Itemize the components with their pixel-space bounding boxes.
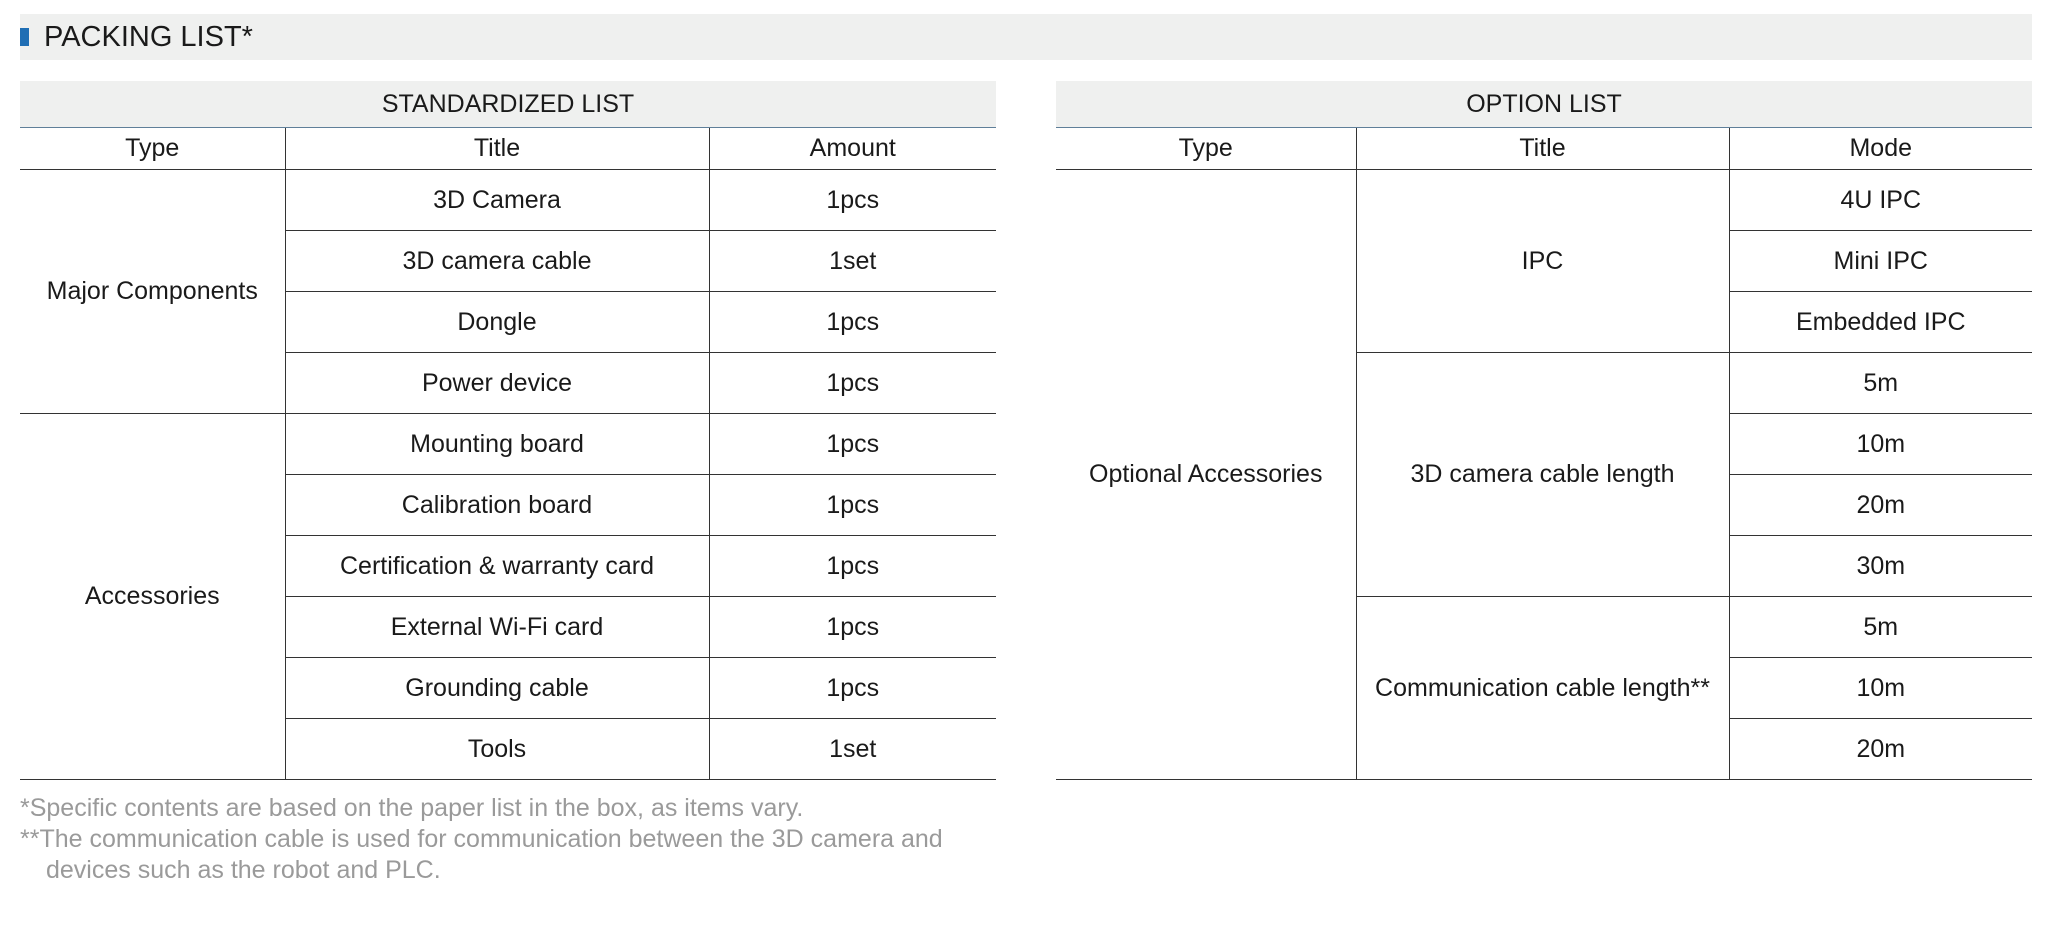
mode-cell: 10m: [1729, 658, 2032, 719]
mode-cell: 5m: [1729, 597, 2032, 658]
page-title: PACKING LIST*: [44, 21, 253, 53]
standardized-list-caption: STANDARDIZED LIST: [20, 81, 996, 128]
column-header-mode: Mode: [1729, 128, 2032, 170]
mode-cell: Mini IPC: [1729, 231, 2032, 292]
title-cell: Dongle: [285, 292, 709, 353]
option-list-caption: OPTION LIST: [1056, 81, 2032, 128]
title-cell: Power device: [285, 353, 709, 414]
mode-cell: 20m: [1729, 719, 2032, 780]
amount-cell: 1set: [709, 719, 996, 780]
title-cell: 3D camera cable length: [1356, 353, 1729, 597]
footnote-2-continuation: devices such as the robot and PLC.: [46, 856, 441, 884]
amount-cell: 1pcs: [709, 475, 996, 536]
table-row: [20, 170, 996, 231]
amount-cell: 1pcs: [709, 353, 996, 414]
title-cell: Tools: [285, 719, 709, 780]
mode-cell: 20m: [1729, 475, 2032, 536]
title-cell: 3D Camera: [285, 170, 709, 231]
mode-cell: 30m: [1729, 536, 2032, 597]
amount-cell: 1pcs: [709, 658, 996, 719]
option-list-table: [1056, 81, 2032, 780]
mode-cell: 10m: [1729, 414, 2032, 475]
standardized-list-table: [20, 81, 996, 780]
column-header-title: Title: [1356, 128, 1729, 170]
column-header-type: Type: [20, 128, 285, 170]
table-row: [1056, 170, 2032, 231]
section-title-bar: [20, 14, 2032, 60]
title-cell: Grounding cable: [285, 658, 709, 719]
title-cell: Mounting board: [285, 414, 709, 475]
column-header-amount: Amount: [709, 128, 996, 170]
title-cell: 3D camera cable: [285, 231, 709, 292]
title-cell: IPC: [1356, 170, 1729, 353]
type-cell: Major Components: [20, 170, 285, 414]
amount-cell: 1pcs: [709, 414, 996, 475]
amount-cell: 1pcs: [709, 536, 996, 597]
footnotes: [20, 793, 1000, 886]
title-accent-marker: [20, 28, 29, 46]
mode-cell: 5m: [1729, 353, 2032, 414]
column-header-type: Type: [1056, 128, 1356, 170]
footnote-1: *Specific contents are based on the paper list in the box, as items vary.: [20, 794, 804, 822]
amount-cell: 1pcs: [709, 292, 996, 353]
title-cell: External Wi-Fi card: [285, 597, 709, 658]
column-header-title: Title: [285, 128, 709, 170]
mode-cell: 4U IPC: [1729, 170, 2032, 231]
table-row: [20, 414, 996, 475]
amount-cell: 1set: [709, 231, 996, 292]
footnote-2: **The communication cable is used for communication between the 3D camera and: [20, 825, 943, 853]
type-cell: Accessories: [20, 414, 285, 780]
amount-cell: 1pcs: [709, 597, 996, 658]
title-cell: Calibration board: [285, 475, 709, 536]
amount-cell: 1pcs: [709, 170, 996, 231]
title-cell: Certification & warranty card: [285, 536, 709, 597]
title-cell: Communication cable length**: [1356, 597, 1729, 780]
mode-cell: Embedded IPC: [1729, 292, 2032, 353]
type-cell: Optional Accessories: [1056, 170, 1356, 780]
